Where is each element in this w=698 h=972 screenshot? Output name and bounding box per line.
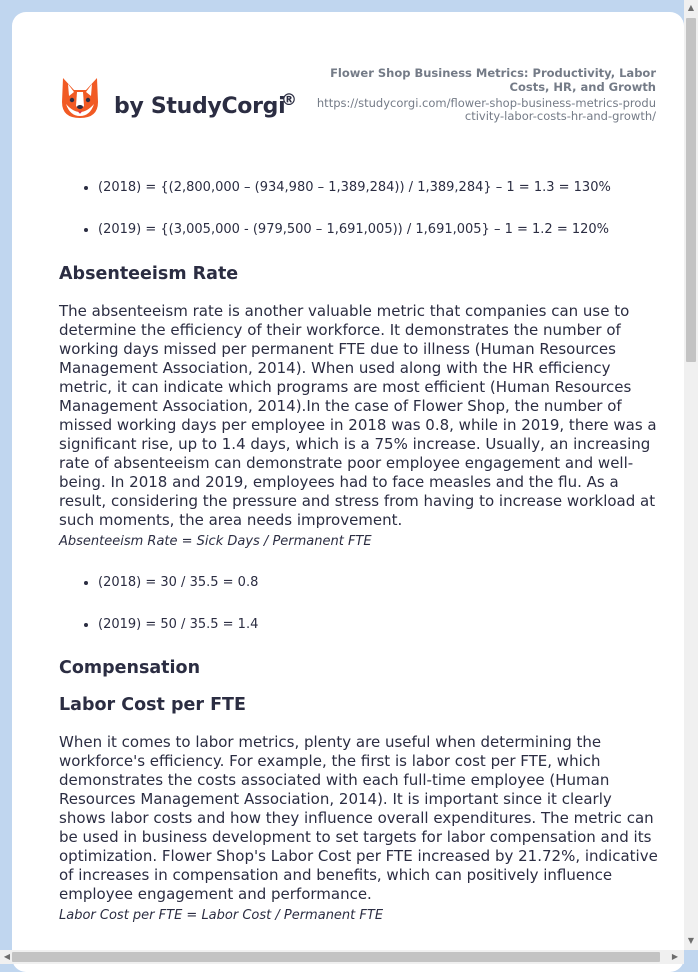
horizontal-scrollbar[interactable]	[0, 950, 684, 964]
list-item: • (2019) = {(3,005,000 - (979,500 – 1,691,005)) / 1,691,005} – 1 = 1.2 = 120%	[98, 221, 659, 239]
document-content	[59, 177, 659, 925]
list-item: • (2019) = 50 / 35.5 = 1.4	[98, 616, 659, 634]
roi-list	[59, 179, 659, 239]
labor-cost-formula: Labor Cost per FTE = Labor Cost / Permanent FTE	[59, 908, 384, 923]
document-title: Flower Shop Business Metrics: Productivity, Labor Costs, HR, and Growth	[330, 66, 656, 94]
studycorgi-logo[interactable]	[60, 76, 310, 136]
list-item: • (2018) = {(2,800,000 – (934,980 – 1,389,284)) / 1,389,284} – 1 = 1.3 = 130%	[98, 179, 659, 197]
document-url[interactable]: https://studycorgi.com/flower-shop-business-metrics-productivity-labor-costs-hr-and-growth/	[316, 96, 656, 123]
vertical-scrollbar[interactable]	[684, 0, 698, 950]
list-item: • (2018) = 30 / 35.5 = 0.8	[98, 574, 659, 592]
scroll-left-arrow-icon[interactable]: ◀	[3, 952, 11, 961]
logo-text: by StudyCorgi	[114, 94, 286, 119]
section-heading-compensation: Compensation	[59, 658, 201, 678]
document-page	[12, 12, 684, 972]
horizontal-scroll-thumb[interactable]	[12, 952, 660, 962]
registered-mark: ®	[281, 90, 297, 109]
vertical-scroll-thumb[interactable]	[686, 18, 696, 362]
section-heading-absenteeism: Absenteeism Rate	[59, 264, 239, 284]
labor-cost-paragraph: When it comes to labor metrics, plenty are useful when determining the workforce's efficiency. For example, the first is labor cost per FTE, which demonstrates the costs associated with each full-time employee (Human Resources Management Association, 2014). It is important since it clearly shows labor costs and how they influence overall expenditures. The metric can be used in business development to set targets for labor compensation and its optimization. Flower Shop's Labor Cost per FTE increased by 21.72%, indicative of increases in compensation and benefits, which can positively influence employee engagement and performance.	[59, 733, 658, 903]
header-meta	[311, 66, 656, 123]
absenteeism-formula: Absenteeism Rate = Sick Days / Permanent FTE	[59, 534, 372, 549]
subsection-heading-labor-cost: Labor Cost per FTE	[59, 695, 246, 715]
absenteeism-paragraph: The absenteeism rate is another valuable metric that companies can use to determine the efficiency of their workforce. It demonstrates the number of working days missed per permanent FTE due to illness (Human Resources Management Association, 2014). When used along with the HR efficiency metric, it can indicate which programs are most efficient (Human Resources Management Association, 2014).In the case of Flower Shop, the number of missed working days per employee in 2018 was 0.8, while in 2019, there was a significant rise, up to 1.4 days, which is a 75% increase. Usually, an increasing rate of absenteeism can demonstrate poor employee engagement and well-being. In 2018 and 2019, employees had to face measles and the flu. As a result, considering the pressure and stress from having to increase workload at such moments, the area needs improvement.	[59, 302, 657, 529]
corgi-logo-icon	[60, 76, 100, 120]
scroll-up-arrow-icon[interactable]: ▲	[687, 3, 695, 12]
scroll-right-arrow-icon[interactable]: ▶	[671, 952, 679, 961]
scroll-down-arrow-icon[interactable]: ▼	[687, 936, 695, 945]
absenteeism-list	[59, 574, 659, 634]
